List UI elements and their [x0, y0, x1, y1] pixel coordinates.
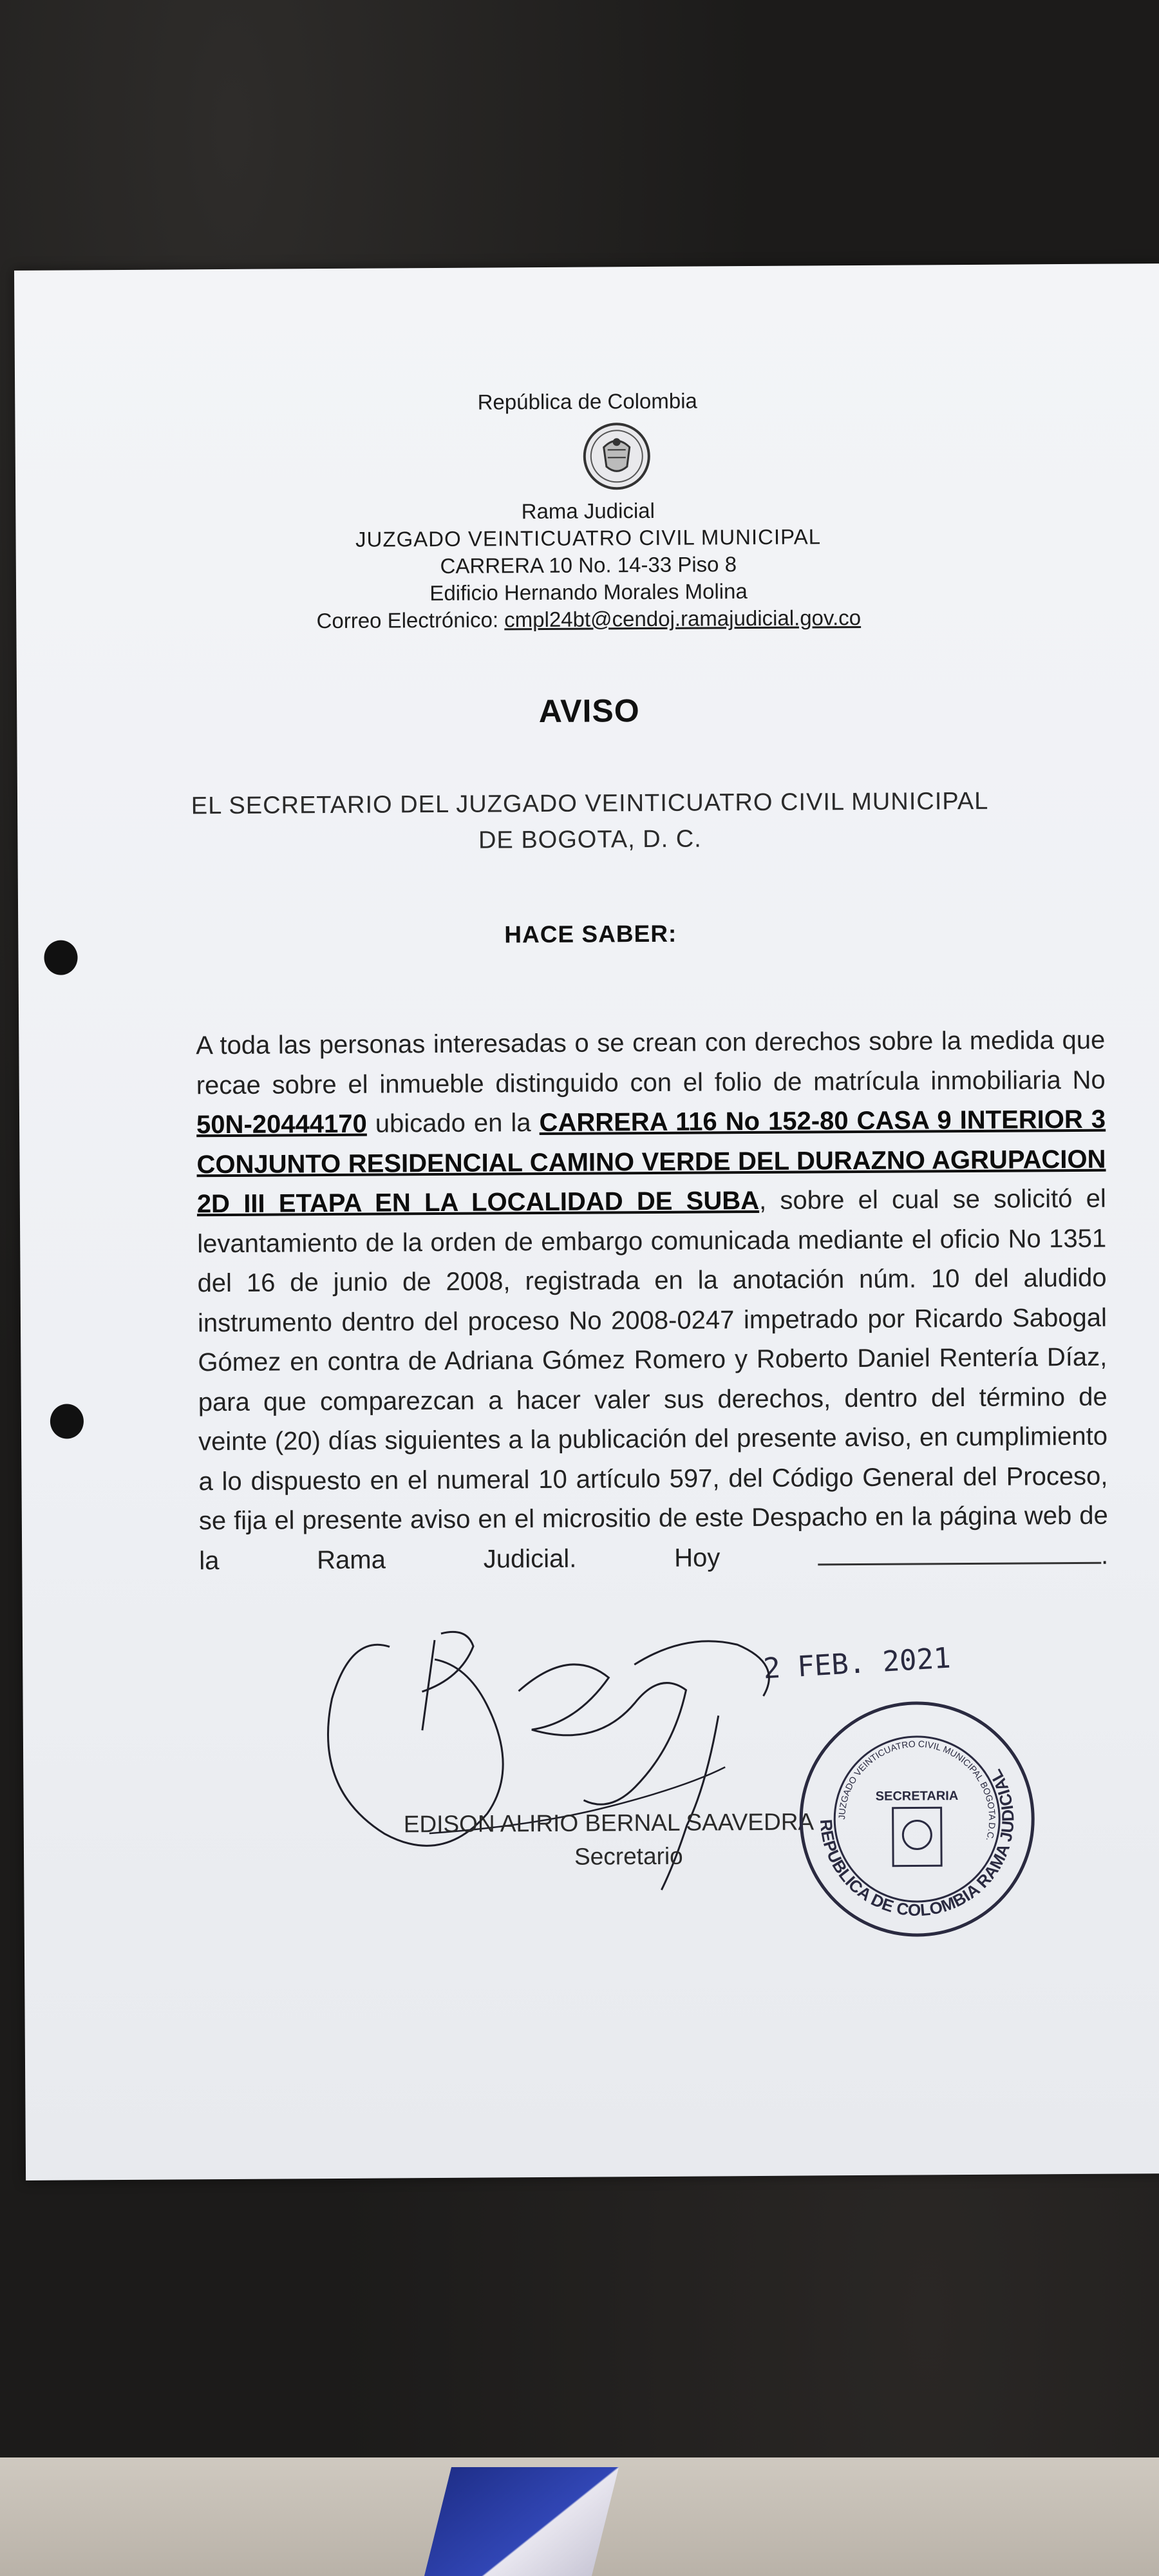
branch-label: Rama Judicial	[521, 498, 655, 524]
handwritten-signature	[274, 1618, 836, 1918]
body-main: , sobre el cual se solicitó el levantamiento de la orden de embargo comunicada mediante el oficio No 1351 del 16 de junio de 2008, registrada en la anotación núm. 10 del aludido instrumento dentro del proceso No 2008-0247 impetrado por Ricardo Sabogal Gómez en contra de Adriana Gómez Romero y Roberto Daniel Rentería Díaz, para que comparezcan a hacer valer sus derechos, dentro del término de veinte (20) días siguientes a la publicación del presente aviso, en cumplimiento a lo dispuesto en el numeral 10 artículo 597, del Código General del Proceso, se fija el presente aviso en el micrositio de este Despacho en la página web de la Rama Judicial. Hoy	[197, 1184, 1108, 1575]
court-name: JUZGADO VEINTICUATRO CIVIL MUNICIPAL	[355, 524, 822, 551]
email-label: Correo Electrónico:	[316, 607, 499, 633]
coat-of-arms-icon	[581, 421, 652, 491]
email-address: cmpl24bt@cendoj.ramajudicial.gov.co	[504, 605, 862, 632]
body-location-intro: ubicado en la	[366, 1109, 540, 1138]
issuer-block	[17, 782, 1159, 861]
document-page	[14, 263, 1159, 2180]
folio-number: 50N-20444170	[196, 1109, 367, 1140]
court-address: CARRERA 10 No. 14-33 Piso 8	[440, 552, 737, 578]
building-name: Edificio Hernando Morales Molina	[429, 579, 748, 606]
body-end: .	[1100, 1541, 1109, 1570]
seal-center-label: SECRETARIA	[875, 1789, 959, 1804]
section-heading: HACE SABER:	[504, 920, 677, 948]
signer-name: EDISON ALIRIO BERNAL SAAVEDRA	[403, 1808, 815, 1838]
document-title: AVISO	[538, 692, 640, 730]
blue-object	[424, 2467, 619, 2576]
republic-label: República de Colombia	[477, 388, 697, 414]
date-stamp: 2 FEB. 2021	[762, 1641, 952, 1686]
notice-body	[196, 1021, 1108, 1581]
seal-outer-text: REPUBLICA DE COLOMBIA RAMA JUDICIAL	[816, 1766, 1018, 1920]
seal-inner-text: JUZGADO VEINTICUATRO CIVIL MUNICIPAL BOGOTA D.C.	[836, 1738, 998, 1843]
email-line	[16, 604, 1159, 635]
issuer-line-2: DE BOGOTA, D. C.	[478, 825, 702, 854]
body-intro: A toda las personas interesadas o se crean con derechos sobre la medida que recae sobre el inmueble distinguido con el folio de matrícula inmobiliaria No	[196, 1026, 1106, 1100]
punch-hole-bottom	[50, 1404, 84, 1438]
property-address: CARRERA 116 No 152-80 CASA 9 INTERIOR 3 CONJUNTO RESIDENCIAL CAMINO VERDE DEL DURAZNO AGRUPACION 2D III ETAPA EN LA LOCALIDAD DE SUBA	[196, 1105, 1106, 1219]
court-seal-stamp	[796, 1697, 1039, 1940]
signer-title: Secretario	[574, 1842, 683, 1870]
date-blank	[818, 1536, 1101, 1565]
issuer-line-1: EL SECRETARIO DEL JUZGADO VEINTICUATRO CIVIL MUNICIPAL	[191, 787, 989, 820]
